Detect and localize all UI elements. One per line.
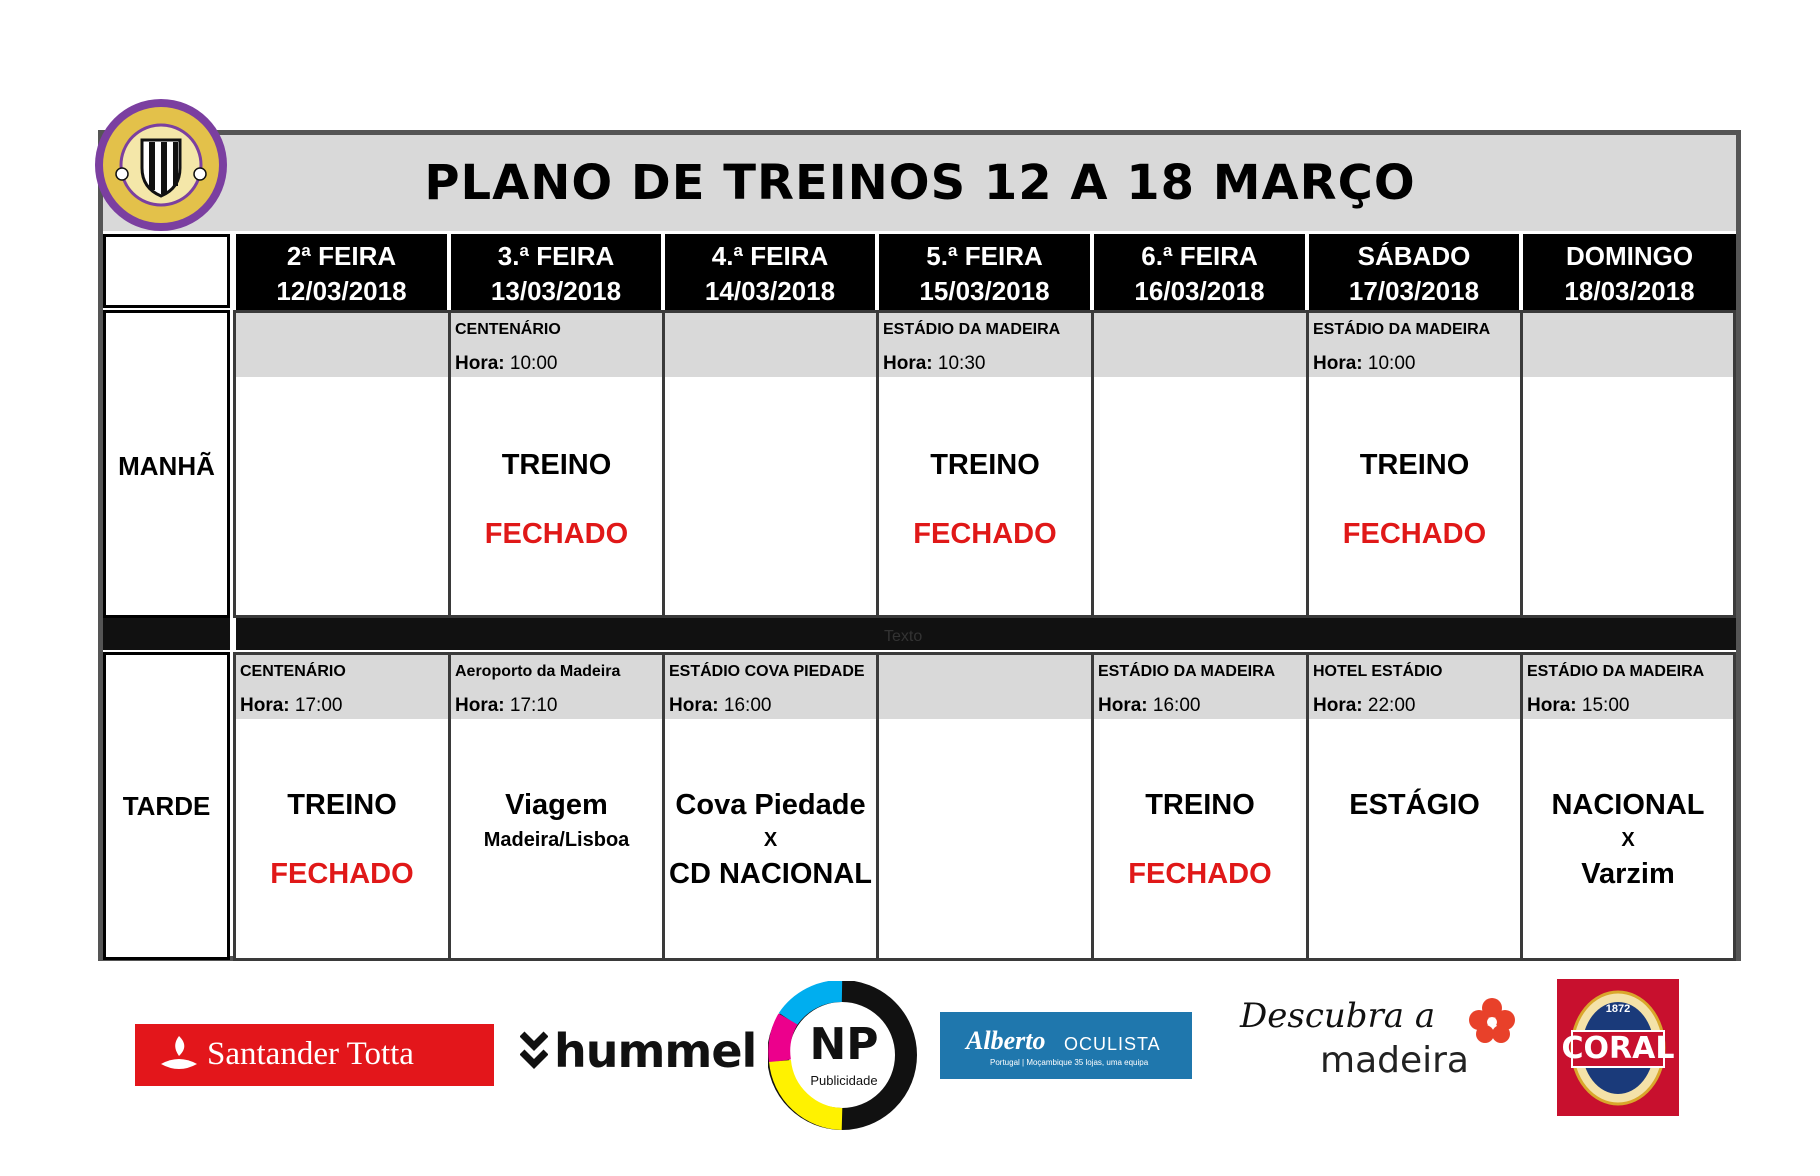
cell-info — [1523, 313, 1733, 377]
day-header: 3.ª FEIRA 13/03/2018 — [451, 234, 661, 310]
separator-bar — [236, 618, 1736, 650]
row-label-afternoon: TARDE — [103, 652, 230, 960]
sponsor-descubra-madeira-logo: Descubra a madeira — [1240, 996, 1520, 1096]
afternoon-cell-sat: HOTEL ESTÁDIO Hora: 22:00 ESTÁGIO — [1306, 652, 1523, 961]
sponsor-alberto-logo: Alberto OCULISTA Portugal | Moçambique 35 lojas, uma equipa — [940, 1012, 1192, 1079]
separator-label — [103, 618, 230, 650]
cell-info — [1094, 313, 1306, 377]
morning-cell-thu: ESTÁDIO DA MADEIRA Hora: 10:30 TREINO FECHADO — [876, 310, 1094, 618]
morning-cell-tue: CENTENÁRIO Hora: 10:00 TREINO FECHADO — [448, 310, 665, 618]
afternoon-cell-thu — [876, 652, 1094, 961]
header-corner — [103, 234, 230, 308]
afternoon-cell-wed: ESTÁDIO COVA PIEDADE Hora: 16:00 Cova Piedade X CD NACIONAL — [662, 652, 879, 961]
flame-icon — [157, 1034, 201, 1076]
morning-cell-sat: ESTÁDIO DA MADEIRA Hora: 10:00 TREINO FECHADO — [1306, 310, 1523, 618]
day-header: 5.ª FEIRA 15/03/2018 — [879, 234, 1090, 310]
sponsor-santander-logo: Santander Totta — [135, 1024, 494, 1086]
day-header: SÁBADO 17/03/2018 — [1309, 234, 1519, 310]
club-logo — [92, 96, 230, 234]
cell-info — [665, 313, 876, 377]
day-header: DOMINGO 18/03/2018 — [1523, 234, 1736, 310]
separator-text: Texto — [884, 628, 923, 645]
day-header: 2ª FEIRA 12/03/2018 — [236, 234, 447, 310]
afternoon-cell-sun: ESTÁDIO DA MADEIRA Hora: 15:00 NACIONAL X Varzim — [1520, 652, 1736, 961]
afternoon-cell-fri: ESTÁDIO DA MADEIRA Hora: 16:00 TREINO FECHADO — [1091, 652, 1309, 961]
morning-cell-fri — [1091, 310, 1309, 618]
sponsor-coral-logo: 1872 CORAL — [1557, 979, 1679, 1116]
chevron-down-icon — [520, 1030, 548, 1074]
morning-cell-wed — [662, 310, 879, 618]
day-header: 6.ª FEIRA 16/03/2018 — [1094, 234, 1305, 310]
flower-icon — [1465, 996, 1519, 1044]
sponsor-hummel-logo: hummel — [520, 1020, 745, 1090]
morning-cell-sun — [1520, 310, 1736, 618]
day-header: 4.ª FEIRA 14/03/2018 — [665, 234, 875, 310]
cell-info — [236, 313, 448, 377]
morning-cell-mon — [233, 310, 451, 618]
sponsor-np-logo: NP Publicidade — [768, 981, 920, 1131]
cell-info — [879, 655, 1091, 719]
afternoon-cell-mon: CENTENÁRIO Hora: 17:00 TREINO FECHADO — [233, 652, 451, 961]
page-title: PLANO DE TREINOS 12 A 18 MARÇO — [424, 155, 1416, 211]
afternoon-cell-tue: Aeroporto da Madeira Hora: 17:10 Viagem Madeira/Lisboa — [448, 652, 665, 961]
row-label-morning: MANHÃ — [103, 310, 230, 618]
